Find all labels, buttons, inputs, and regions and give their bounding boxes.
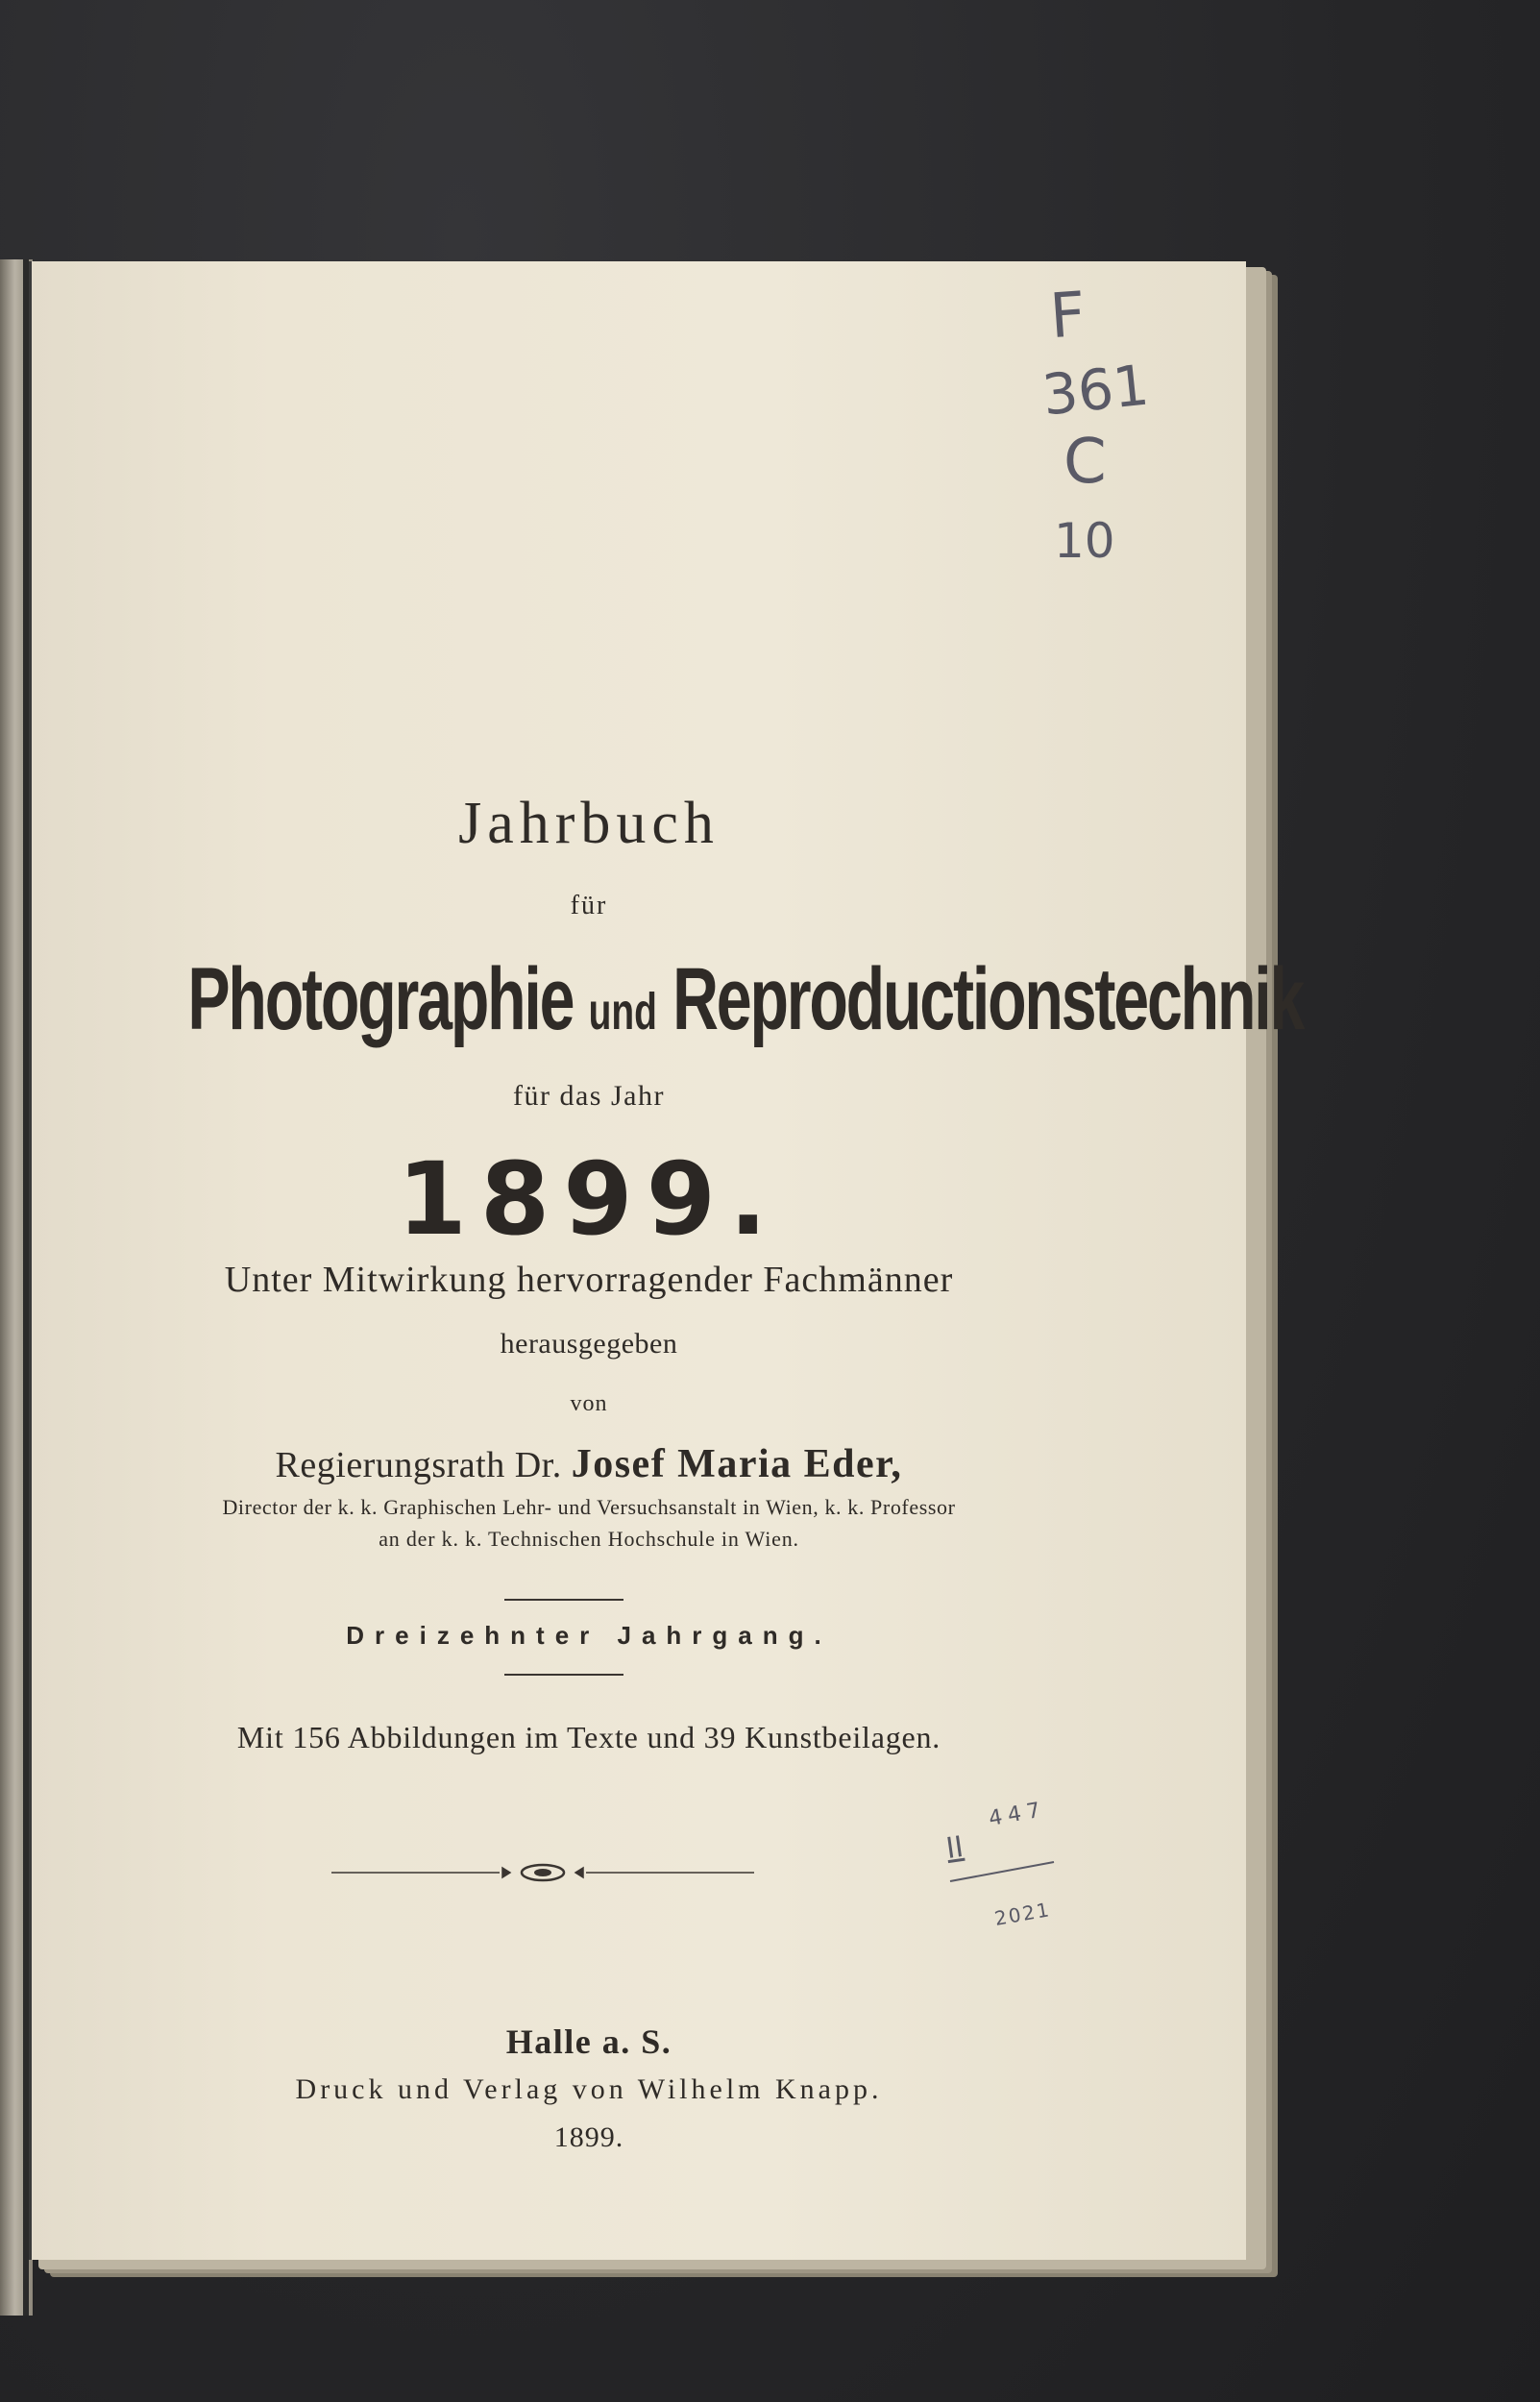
unter-mitwirkung: Unter Mitwirkung hervorragender Fachmänner (224, 1260, 954, 1300)
director-line-2: an der k. k. Technischen Hochschule in Wien. (379, 1527, 799, 1551)
illustrations-note: Mit 156 Abbildungen im Texte und 39 Kunstbeilagen. (236, 1720, 941, 1754)
divider-top (504, 1599, 623, 1601)
inventory-slash (946, 1856, 1062, 1885)
main-title-part2: Reproductionstechnik (672, 950, 1304, 1048)
title-page (29, 261, 1304, 2260)
title-fuer: für (570, 891, 608, 920)
author-line (32, 1441, 1146, 1487)
place: Halle a. S. (505, 2022, 672, 2061)
director-line-1: Director der k. k. Graphischen Lehr- und Versuchsanstalt in Wien, k. k. Professor (222, 1495, 956, 1519)
main-title-und: und (588, 983, 657, 1041)
inventory-number: 447 (987, 1797, 1048, 1832)
shelfmark-f: F (1047, 279, 1088, 354)
author-prefix: Regierungsrath Dr. (275, 1445, 562, 1485)
ornament-divider (331, 1858, 754, 1887)
shelfmark-c: C (1063, 427, 1107, 498)
publication-year: 1899. (553, 2121, 624, 2153)
fuer-das-jahr: für das Jahr (513, 1080, 665, 1112)
year-heading: 1899. (397, 1140, 781, 1258)
publisher: Druck und Verlag von Wilhelm Knapp. (295, 2073, 883, 2105)
title-jahrbuch: Jahrbuch (458, 791, 720, 856)
jahrgang: Dreizehnter Jahrgang. (346, 1621, 832, 1650)
shelfmark-361: 361 (1039, 352, 1152, 429)
shelfmark-10: 10 (1054, 513, 1115, 569)
von: von (570, 1391, 608, 1416)
divider-bottom (504, 1674, 623, 1676)
inventory-year: 2021 (992, 1898, 1053, 1930)
herausgegeben: herausgegeben (500, 1328, 678, 1360)
main-title-part1: Photographie (187, 950, 574, 1048)
inventory-roman: II (943, 1829, 966, 1867)
author-name: Josef Maria Eder, (571, 1442, 903, 1486)
main-title (187, 949, 1304, 1050)
